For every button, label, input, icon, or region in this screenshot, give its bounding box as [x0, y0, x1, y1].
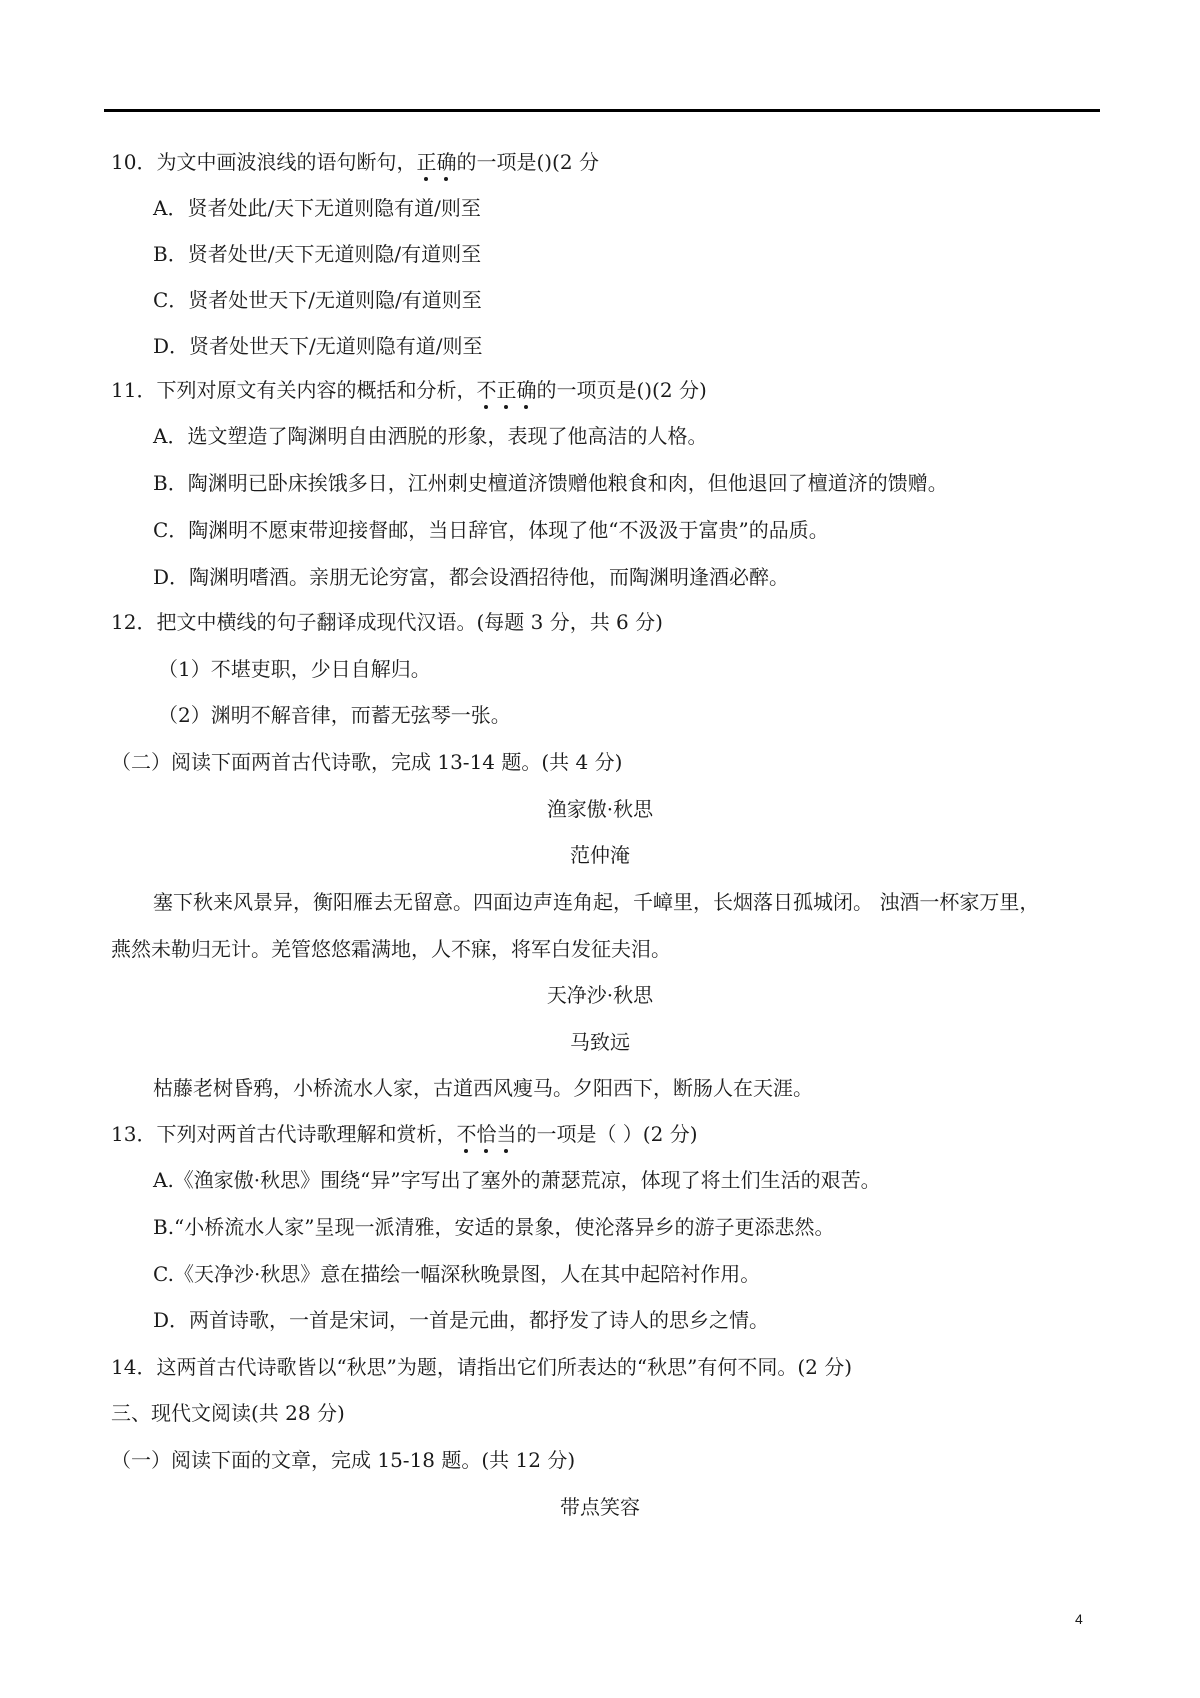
- question-13-option-d: D．两首诗歌，一首是宋词，一首是元曲，都抒发了诗人的思乡之情。: [153, 1308, 770, 1332]
- article-title: 带点笑容: [560, 1495, 640, 1519]
- question-10-option-a: A．贤者处此/天下无道则隐有道/则至: [153, 196, 481, 220]
- emphasis-char: 正: [416, 150, 437, 174]
- emphasis-char: 不: [476, 378, 497, 402]
- emphasis-char: 当: [496, 1122, 517, 1146]
- poem-2-author: 马致远: [570, 1030, 630, 1054]
- poem-1-title: 渔家傲·秋思: [546, 797, 654, 821]
- question-13-option-b: B.“小桥流水人家”呈现一派清雅，安适的景象，使沦落异乡的游子更添悲然。: [153, 1215, 835, 1239]
- emphasis-char: 不: [456, 1122, 477, 1146]
- header-rule: [104, 109, 1100, 112]
- page-number: 4: [1075, 1611, 1083, 1627]
- poem-1-author: 范仲淹: [570, 843, 630, 867]
- question-10-option-c: C．贤者处世天下/无道则隐/有道则至: [153, 288, 482, 312]
- question-12-item-1: （1）不堪吏职，少日自解归。: [158, 657, 431, 681]
- question-12-item-2: （2）渊明不解音律，而蓄无弦琴一张。: [158, 703, 511, 727]
- emphasis-char: 恰: [476, 1122, 497, 1146]
- poem-2-title: 天净沙·秋思: [546, 983, 654, 1007]
- question-14-stem: 14．这两首古代诗歌皆以“秋思”为题，请指出它们所表达的“秋思”有何不同。(2 分): [111, 1355, 853, 1379]
- question-11-option-a: A．选文塑造了陶渊明自由洒脱的形象，表现了他高洁的人格。: [153, 424, 708, 448]
- question-11-stem: 11．下列对原文有关内容的概括和分析，不正确的一项页是()(2 分): [111, 378, 707, 402]
- section-heading-part-2: （二）阅读下面两首古代诗歌，完成 13-14 题。(共 4 分): [111, 750, 623, 774]
- question-10-option-b: B．贤者处世/天下无道则隐/有道则至: [153, 242, 482, 266]
- question-11-option-b: B．陶渊明已卧床挨饿多日，江州刺史檀道济馈赠他粮食和肉，但他退回了檀道济的馈赠。: [153, 471, 948, 495]
- question-11-option-c: C．陶渊明不愿束带迎接督邮，当日辞官，体现了他“不汲汲于富贵”的品质。: [153, 518, 829, 542]
- question-10-option-d: D．贤者处世天下/无道则隐有道/则至: [153, 334, 483, 358]
- poem-2-line-1: 枯藤老树昏鸦，小桥流水人家，古道西风瘦马。夕阳西下，断肠人在天涯。: [153, 1076, 813, 1100]
- poem-1-line-2: 燕然未勒归无计。羌管悠悠霜满地，人不寐，将军白发征夫泪。: [111, 937, 671, 961]
- section-heading-part-3: 三、现代文阅读(共 28 分): [111, 1401, 345, 1425]
- question-13-option-a: A.《渔家傲·秋思》围绕“异”字写出了塞外的萧瑟荒凉，体现了将土们生活的艰苦。: [153, 1168, 881, 1192]
- emphasis-char: 确: [516, 378, 537, 402]
- emphasis-char: 确: [436, 150, 457, 174]
- poem-1-line-1: 塞下秋来风景异，衡阳雁去无留意。四面边声连角起，千嶂里，长烟落日孤城闭。 浊酒一杯家万里，: [153, 890, 1040, 914]
- emphasis-char: 正: [496, 378, 517, 402]
- question-11-option-d: D．陶渊明嗜酒。亲朋无论穷富，都会设酒招待他，而陶渊明逢酒必醉。: [153, 565, 790, 589]
- question-10-stem: 10．为文中画波浪线的语句断句，正确的一项是()(2 分: [111, 150, 599, 174]
- question-13-option-c: C.《天净沙·秋思》意在描绘一幅深秋晚景图，人在其中起陪衬作用。: [153, 1262, 761, 1286]
- question-12-stem: 12．把文中横线的句子翻译成现代汉语。(每题 3 分，共 6 分): [111, 610, 663, 634]
- question-13-stem: 13．下列对两首古代诗歌理解和赏析，不恰当的一项是（ ）(2 分): [111, 1122, 698, 1146]
- subsection-heading-1: （一）阅读下面的文章，完成 15-18 题。(共 12 分): [111, 1448, 576, 1472]
